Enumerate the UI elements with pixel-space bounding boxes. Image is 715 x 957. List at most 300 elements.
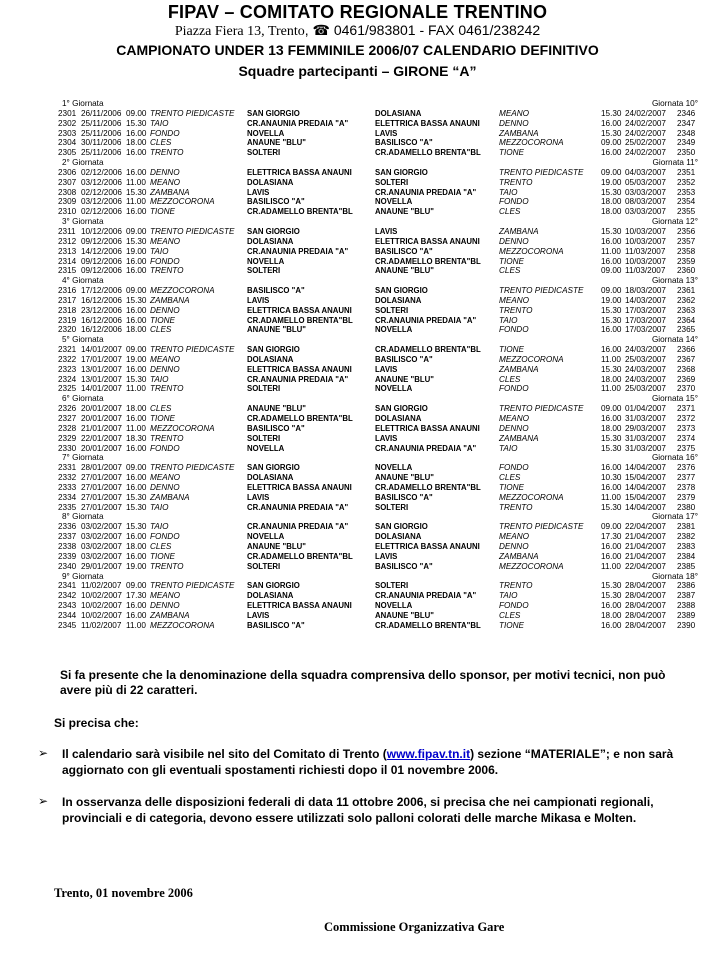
return-time: 16.00 bbox=[601, 118, 622, 128]
match-time: 09.00 bbox=[126, 226, 147, 236]
home-team: BASILISCO "A" bbox=[247, 197, 305, 207]
fipav-link[interactable]: www.fipav.tn.it bbox=[386, 747, 471, 761]
table-row bbox=[58, 257, 706, 267]
match-venue: TAIO bbox=[150, 502, 169, 512]
return-number: 2374 bbox=[677, 433, 696, 443]
match-date: 03/02/2007 bbox=[81, 532, 122, 542]
round-label: 1° Giornata bbox=[62, 99, 104, 108]
return-number: 2353 bbox=[677, 187, 696, 197]
match-date: 02/12/2006 bbox=[81, 207, 122, 217]
match-venue: FONDO bbox=[150, 256, 180, 266]
return-venue: DENNO bbox=[499, 118, 529, 128]
return-venue: MEZZOCORONA bbox=[499, 492, 564, 502]
match-number: 2343 bbox=[58, 601, 77, 611]
home-team: NOVELLA bbox=[247, 443, 285, 453]
home-team: CR.ANAUNIA PREDAIA "A" bbox=[247, 118, 349, 128]
match-date: 03/12/2006 bbox=[81, 197, 122, 207]
round-label: 7° Giornata bbox=[62, 453, 104, 463]
table-row bbox=[58, 355, 706, 365]
away-team: CR.ANAUNIA PREDAIA "A" bbox=[375, 443, 477, 453]
match-date: 20/01/2007 bbox=[81, 404, 122, 414]
return-time: 16.00 bbox=[601, 345, 622, 355]
return-date: 24/03/2007 bbox=[625, 364, 666, 374]
return-number: 2366 bbox=[677, 345, 696, 355]
return-venue: TRENTO PIEDICASTE bbox=[499, 522, 584, 532]
match-number: 2305 bbox=[58, 148, 77, 158]
match-number: 2316 bbox=[58, 286, 77, 296]
match-date: 23/12/2006 bbox=[81, 305, 122, 315]
round-label: 2° Giornata bbox=[62, 158, 104, 168]
match-date: 25/11/2006 bbox=[81, 128, 122, 138]
return-time: 15.30 bbox=[601, 443, 622, 453]
match-date: 09/12/2006 bbox=[81, 256, 122, 266]
away-team: ANAUNE "BLU" bbox=[375, 473, 434, 483]
return-time: 15.30 bbox=[601, 226, 622, 236]
home-team: LAVIS bbox=[247, 610, 270, 620]
match-number: 2309 bbox=[58, 197, 77, 207]
match-number: 2322 bbox=[58, 354, 77, 364]
match-number: 2326 bbox=[58, 404, 77, 414]
match-number: 2337 bbox=[58, 532, 77, 542]
return-number: 2390 bbox=[677, 620, 696, 630]
return-date: 11/03/2007 bbox=[625, 246, 666, 256]
return-date: 03/03/2007 bbox=[625, 187, 666, 197]
match-time: 18.00 bbox=[126, 138, 147, 148]
return-time: 15.30 bbox=[601, 108, 622, 118]
home-team: ANAUNE "BLU" bbox=[247, 541, 306, 551]
return-date: 21/04/2007 bbox=[625, 532, 666, 542]
address: Piazza Fiera 13, Trento bbox=[174, 24, 305, 39]
return-date: 05/03/2007 bbox=[625, 177, 666, 187]
match-number: 2328 bbox=[58, 423, 77, 433]
bullet-arrow-icon: ➢ bbox=[38, 794, 49, 808]
match-venue: MEANO bbox=[150, 473, 181, 483]
return-venue: TIONE bbox=[499, 148, 525, 158]
return-date: 25/03/2007 bbox=[625, 384, 666, 394]
table-row bbox=[58, 542, 706, 552]
table-row bbox=[58, 434, 706, 444]
match-time: 16.00 bbox=[126, 610, 147, 620]
return-date: 28/04/2007 bbox=[625, 581, 666, 591]
return-date: 24/02/2007 bbox=[625, 128, 666, 138]
return-number: 2370 bbox=[677, 384, 696, 394]
home-team: SOLTERI bbox=[247, 561, 281, 571]
round-label: 8° Giornata bbox=[62, 512, 104, 522]
match-date: 20/01/2007 bbox=[81, 443, 122, 453]
return-time: 16.00 bbox=[601, 148, 622, 158]
home-team: CR.ANAUNIA PREDAIA "A" bbox=[247, 246, 349, 256]
table-row bbox=[58, 424, 706, 434]
home-team: LAVIS bbox=[247, 295, 270, 305]
away-team: DOLASIANA bbox=[375, 414, 422, 423]
table-row bbox=[58, 109, 706, 119]
table-row bbox=[58, 316, 706, 326]
away-team: ELETTRICA BASSA ANAUNI bbox=[375, 118, 480, 128]
return-time: 19.00 bbox=[601, 177, 622, 187]
schedule-table bbox=[58, 99, 706, 631]
away-team: ELETTRICA BASSA ANAUNI bbox=[375, 423, 480, 433]
table-row bbox=[58, 444, 706, 454]
away-team: SOLTERI bbox=[375, 177, 409, 187]
table-row bbox=[58, 522, 706, 532]
return-time: 16.00 bbox=[601, 620, 622, 630]
round-header bbox=[58, 99, 706, 109]
away-team: NOVELLA bbox=[375, 601, 413, 611]
return-venue: MEZZOCORONA bbox=[499, 138, 564, 148]
match-date: 11/02/2007 bbox=[81, 581, 122, 591]
home-team: BASILISCO "A" bbox=[247, 286, 305, 296]
match-venue: TAIO bbox=[150, 374, 169, 384]
match-number: 2303 bbox=[58, 128, 77, 138]
table-row bbox=[58, 119, 706, 129]
round-header bbox=[58, 512, 706, 522]
match-venue: FONDO bbox=[150, 532, 180, 542]
return-venue: TRENTO bbox=[499, 581, 533, 591]
return-number: 2380 bbox=[677, 502, 696, 512]
return-venue: ZAMBANA bbox=[499, 128, 539, 138]
match-date: 16/12/2006 bbox=[81, 295, 122, 305]
home-team: LAVIS bbox=[247, 187, 270, 197]
return-round-label: Giornata 16° bbox=[651, 453, 698, 463]
return-time: 15.30 bbox=[601, 433, 622, 443]
round-label: 4° Giornata bbox=[62, 276, 104, 286]
home-team: CR.ANAUNIA PREDAIA "A" bbox=[247, 522, 349, 532]
match-time: 16.00 bbox=[126, 128, 147, 138]
match-number: 2312 bbox=[58, 236, 77, 246]
match-date: 27/01/2007 bbox=[81, 492, 122, 502]
match-time: 17.30 bbox=[126, 591, 147, 601]
table-row bbox=[58, 237, 706, 247]
away-team: CR.ADAMELLO BRENTA"BL bbox=[375, 620, 481, 630]
return-venue: MEANO bbox=[499, 108, 530, 118]
return-venue: ZAMBANA bbox=[499, 226, 539, 236]
match-venue: TRENTO bbox=[150, 433, 184, 443]
match-venue: MEANO bbox=[150, 236, 181, 246]
home-team: ELETTRICA BASSA ANAUNI bbox=[247, 305, 352, 315]
match-venue: CLES bbox=[150, 404, 172, 414]
return-venue: FONDO bbox=[499, 601, 529, 611]
phone-icon: ☎ bbox=[312, 22, 330, 38]
match-venue: MEANO bbox=[150, 354, 181, 364]
match-date: 27/01/2007 bbox=[81, 502, 122, 512]
match-venue: MEZZOCORONA bbox=[150, 423, 215, 433]
match-venue: TRENTO bbox=[150, 266, 184, 276]
return-time: 15.30 bbox=[601, 305, 622, 315]
return-time: 16.00 bbox=[601, 551, 622, 561]
return-number: 2368 bbox=[677, 364, 696, 374]
return-number: 2359 bbox=[677, 256, 696, 266]
table-row bbox=[58, 138, 706, 148]
match-venue: TRENTO PIEDICASTE bbox=[150, 345, 235, 355]
return-venue: DENNO bbox=[499, 423, 529, 433]
match-time: 16.00 bbox=[126, 305, 147, 315]
match-date: 16/12/2006 bbox=[81, 325, 122, 335]
table-row bbox=[58, 463, 706, 473]
match-venue: ZAMBANA bbox=[150, 610, 190, 620]
home-team: ELETTRICA BASSA ANAUNI bbox=[247, 601, 352, 611]
match-date: 10/02/2007 bbox=[81, 601, 122, 611]
match-time: 16.00 bbox=[126, 148, 147, 158]
return-time: 09.00 bbox=[601, 522, 622, 532]
home-team: SOLTERI bbox=[247, 266, 281, 276]
away-team: CR.ADAMELLO BRENTA"BL bbox=[375, 482, 481, 492]
return-venue: DENNO bbox=[499, 541, 529, 551]
return-number: 2367 bbox=[677, 354, 696, 364]
return-time: 19.00 bbox=[601, 295, 622, 305]
round-header bbox=[58, 276, 706, 286]
match-time: 09.00 bbox=[126, 345, 147, 355]
return-venue: MEANO bbox=[499, 532, 530, 542]
match-number: 2340 bbox=[58, 561, 77, 571]
return-time: 09.00 bbox=[601, 404, 622, 414]
match-time: 16.00 bbox=[126, 207, 147, 217]
match-time: 18.00 bbox=[126, 404, 147, 414]
away-team: SOLTERI bbox=[375, 581, 409, 591]
match-venue: TIONE bbox=[150, 414, 176, 423]
return-venue: MEZZOCORONA bbox=[499, 246, 564, 256]
match-date: 03/02/2007 bbox=[81, 522, 122, 532]
match-date: 20/01/2007 bbox=[81, 414, 122, 423]
table-row bbox=[58, 473, 706, 483]
table-row bbox=[58, 591, 706, 601]
return-date: 24/03/2007 bbox=[625, 374, 666, 384]
home-team: BASILISCO "A" bbox=[247, 423, 305, 433]
return-venue: FONDO bbox=[499, 384, 529, 394]
match-number: 2335 bbox=[58, 502, 77, 512]
return-venue: MEZZOCORONA bbox=[499, 354, 564, 364]
match-date: 03/12/2006 bbox=[81, 177, 122, 187]
bullet1-text-end: ) sezione “MATERIALE”; e non sarà aggiornato con gli eventuali spostamenti richiesti dopo il 01 novembre 2006. bbox=[62, 747, 674, 777]
match-venue: TRENTO PIEDICASTE bbox=[150, 108, 235, 118]
home-team: LAVIS bbox=[247, 492, 270, 502]
match-number: 2323 bbox=[58, 364, 77, 374]
return-time: 16.00 bbox=[601, 463, 622, 473]
away-team: CR.ADAMELLO BRENTA"BL bbox=[375, 148, 481, 158]
match-number: 2325 bbox=[58, 384, 77, 394]
match-time: 18.30 bbox=[126, 433, 147, 443]
home-team: ANAUNE "BLU" bbox=[247, 325, 306, 335]
return-time: 15.30 bbox=[601, 315, 622, 325]
return-time: 18.00 bbox=[601, 197, 622, 207]
return-date: 24/02/2007 bbox=[625, 148, 666, 158]
away-team: CR.ANAUNIA PREDAIA "A" bbox=[375, 315, 477, 325]
return-time: 09.00 bbox=[601, 286, 622, 296]
return-date: 31/03/2007 bbox=[625, 443, 666, 453]
match-date: 30/11/2006 bbox=[81, 138, 122, 148]
match-date: 10/02/2007 bbox=[81, 610, 122, 620]
return-venue: FONDO bbox=[499, 197, 529, 207]
return-time: 16.00 bbox=[601, 236, 622, 246]
return-number: 2372 bbox=[677, 414, 696, 423]
match-venue: FONDO bbox=[150, 128, 180, 138]
table-row bbox=[58, 286, 706, 296]
away-team: ANAUNE "BLU" bbox=[375, 207, 434, 217]
match-date: 09/12/2006 bbox=[81, 266, 122, 276]
match-date: 17/12/2006 bbox=[81, 286, 122, 296]
match-number: 2342 bbox=[58, 591, 77, 601]
match-time: 16.00 bbox=[126, 414, 147, 423]
return-time: 17.30 bbox=[601, 532, 622, 542]
away-team: DOLASIANA bbox=[375, 108, 422, 118]
return-number: 2358 bbox=[677, 246, 696, 256]
return-date: 17/03/2007 bbox=[625, 325, 666, 335]
away-team: BASILISCO "A" bbox=[375, 246, 433, 256]
return-number: 2383 bbox=[677, 541, 696, 551]
return-date: 14/04/2007 bbox=[625, 482, 666, 492]
table-row bbox=[58, 129, 706, 139]
return-time: 15.30 bbox=[601, 128, 622, 138]
match-date: 10/12/2006 bbox=[81, 226, 122, 236]
home-team: DOLASIANA bbox=[247, 354, 294, 364]
match-time: 19.00 bbox=[126, 561, 147, 571]
away-team: ELETTRICA BASSA ANAUNI bbox=[375, 541, 480, 551]
return-number: 2347 bbox=[677, 118, 696, 128]
away-team: BASILISCO "A" bbox=[375, 138, 433, 148]
match-number: 2306 bbox=[58, 167, 77, 177]
return-date: 31/03/2007 bbox=[625, 414, 666, 423]
match-date: 28/01/2007 bbox=[81, 463, 122, 473]
return-number: 2381 bbox=[677, 522, 696, 532]
return-venue: CLES bbox=[499, 266, 521, 276]
match-number: 2344 bbox=[58, 610, 77, 620]
return-venue: ZAMBANA bbox=[499, 364, 539, 374]
match-venue: DENNO bbox=[150, 305, 180, 315]
match-time: 18.00 bbox=[126, 541, 147, 551]
away-team: ANAUNE "BLU" bbox=[375, 610, 434, 620]
return-number: 2385 bbox=[677, 561, 696, 571]
away-team: LAVIS bbox=[375, 128, 398, 138]
away-team: CR.ANAUNIA PREDAIA "A" bbox=[375, 187, 477, 197]
table-row bbox=[58, 266, 706, 276]
round-label: 9° Giornata bbox=[62, 571, 104, 581]
return-time: 11.00 bbox=[601, 246, 621, 256]
home-team: DOLASIANA bbox=[247, 236, 294, 246]
return-time: 16.00 bbox=[601, 601, 622, 611]
return-time: 18.00 bbox=[601, 423, 622, 433]
match-date: 14/01/2007 bbox=[81, 384, 122, 394]
return-time: 18.00 bbox=[601, 207, 622, 217]
return-number: 2382 bbox=[677, 532, 696, 542]
return-number: 2354 bbox=[677, 197, 696, 207]
return-venue: TRENTO bbox=[499, 177, 533, 187]
home-team: CR.ANAUNIA PREDAIA "A" bbox=[247, 502, 349, 512]
match-date: 11/02/2007 bbox=[81, 620, 122, 630]
return-date: 14/04/2007 bbox=[625, 502, 666, 512]
return-date: 15/04/2007 bbox=[625, 473, 666, 483]
match-venue: CLES bbox=[150, 325, 172, 335]
return-number: 2387 bbox=[677, 591, 696, 601]
away-team: NOVELLA bbox=[375, 463, 413, 473]
return-time: 09.00 bbox=[601, 167, 622, 177]
round-label: 3° Giornata bbox=[62, 217, 104, 227]
return-number: 2346 bbox=[677, 108, 696, 118]
away-team: BASILISCO "A" bbox=[375, 354, 433, 364]
match-venue: MEZZOCORONA bbox=[150, 286, 215, 296]
return-venue: MEANO bbox=[499, 414, 530, 423]
home-team: SOLTERI bbox=[247, 384, 281, 394]
match-date: 13/01/2007 bbox=[81, 364, 122, 374]
return-venue: ZAMBANA bbox=[499, 433, 539, 443]
home-team: ELETTRICA BASSA ANAUNI bbox=[247, 167, 352, 177]
table-row bbox=[58, 168, 706, 178]
return-venue: TRENTO bbox=[499, 502, 533, 512]
match-date: 03/02/2007 bbox=[81, 551, 122, 561]
return-round-label: Giornata 13° bbox=[651, 276, 698, 286]
return-round-label: Giornata 18° bbox=[651, 571, 698, 581]
home-team: CR.ADAMELLO BRENTA"BL bbox=[247, 414, 353, 423]
match-number: 2320 bbox=[58, 325, 77, 335]
match-number: 2302 bbox=[58, 118, 77, 128]
match-venue: TAIO bbox=[150, 522, 169, 532]
bullet-calendar-note bbox=[62, 746, 707, 778]
match-time: 16.00 bbox=[126, 443, 147, 453]
return-venue: TRENTO PIEDICASTE bbox=[499, 286, 584, 296]
table-row bbox=[58, 601, 706, 611]
match-number: 2307 bbox=[58, 177, 77, 187]
return-venue: CLES bbox=[499, 610, 521, 620]
return-date: 04/03/2007 bbox=[625, 167, 666, 177]
match-number: 2333 bbox=[58, 482, 77, 492]
home-team: SAN GIORGIO bbox=[247, 463, 300, 473]
match-date: 21/01/2007 bbox=[81, 423, 122, 433]
match-time: 11.00 bbox=[126, 384, 146, 394]
match-time: 15.30 bbox=[126, 374, 147, 384]
return-number: 2351 bbox=[677, 167, 696, 177]
match-date: 14/12/2006 bbox=[81, 246, 122, 256]
match-time: 15.30 bbox=[126, 502, 147, 512]
away-team: DOLASIANA bbox=[375, 532, 422, 542]
round-header bbox=[58, 335, 706, 345]
away-team: BASILISCO "A" bbox=[375, 492, 433, 502]
table-row bbox=[58, 532, 706, 542]
return-time: 09.00 bbox=[601, 266, 622, 276]
match-number: 2301 bbox=[58, 108, 77, 118]
return-round-label: Giornata 12° bbox=[651, 217, 698, 227]
home-team: DOLASIANA bbox=[247, 591, 294, 601]
home-team: BASILISCO "A" bbox=[247, 620, 305, 630]
match-venue: TRENTO PIEDICASTE bbox=[150, 581, 235, 591]
match-number: 2334 bbox=[58, 492, 77, 502]
table-row bbox=[58, 384, 706, 394]
return-venue: TRENTO bbox=[499, 305, 533, 315]
match-venue: MEZZOCORONA bbox=[150, 620, 215, 630]
match-number: 2345 bbox=[58, 620, 77, 630]
match-time: 18.00 bbox=[126, 325, 147, 335]
return-venue: TIONE bbox=[499, 482, 525, 492]
match-venue: MEZZOCORONA bbox=[150, 197, 215, 207]
return-venue: TAIO bbox=[499, 315, 518, 325]
return-date: 28/04/2007 bbox=[625, 610, 666, 620]
return-date: 24/03/2007 bbox=[625, 345, 666, 355]
away-team: NOVELLA bbox=[375, 197, 413, 207]
return-round-label: Giornata 15° bbox=[651, 394, 698, 404]
return-venue: TIONE bbox=[499, 620, 525, 630]
away-team: ANAUNE "BLU" bbox=[375, 266, 434, 276]
match-number: 2313 bbox=[58, 246, 77, 256]
return-time: 18.00 bbox=[601, 610, 622, 620]
match-number: 2315 bbox=[58, 266, 77, 276]
return-number: 2379 bbox=[677, 492, 696, 502]
match-time: 09.00 bbox=[126, 286, 147, 296]
match-time: 15.30 bbox=[126, 118, 147, 128]
return-date: 15/04/2007 bbox=[625, 492, 666, 502]
home-team: ANAUNE "BLU" bbox=[247, 138, 306, 148]
away-team: SOLTERI bbox=[375, 502, 409, 512]
return-date: 03/03/2007 bbox=[625, 207, 666, 217]
return-date: 18/03/2007 bbox=[625, 286, 666, 296]
return-venue: TAIO bbox=[499, 591, 518, 601]
place-date: Trento, 01 novembre 2006 bbox=[54, 886, 193, 900]
